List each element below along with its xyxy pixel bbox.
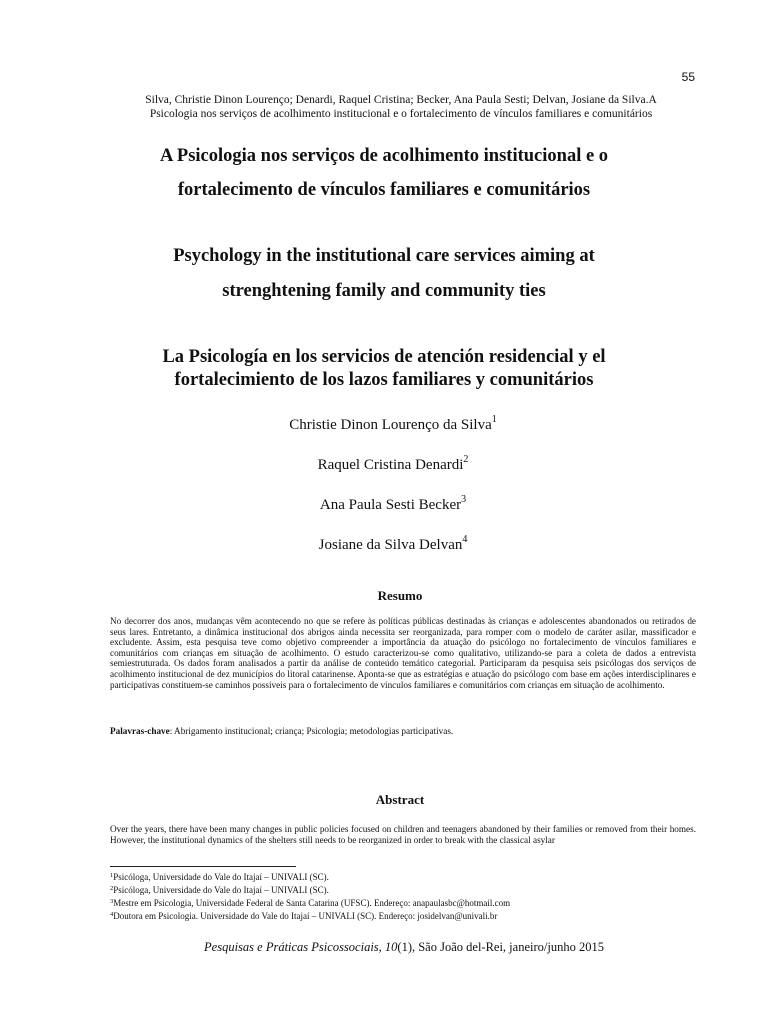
title-pt-line1: A Psicologia nos serviços de acolhimento institucional e o bbox=[159, 146, 609, 166]
footnote-text: Mestre em Psicologia, Universidade Federal de Santa Catarina (UFSC). Endereço: anapaulasbc@hotmail.com bbox=[113, 898, 511, 908]
resumo-text: No decorrer dos anos, mudanças vêm acontecendo no que se refere às políticas públicas destinadas às crianças e adolescentes abandonados ou retirados de seus lares. Entretanto, a dinâmica institucional dos abrigos ainda necessita ser reorganizada, para romper com o modelo de caráter asilar, massificador e excludente. Assim, esta pesquisa teve como objetivo compreender a importância da atuação do psicólogo no fortalecimento de vínculos familiares e comunitários com crianças em situação de acolhimento. O estudo caracterizou-se como qualitativo, utilizando-se para a coleta de dados a entrevista semiestruturada. Os dados foram analisados a partir da análise de conteúdo temático categorial. Participaram da pesquisa seis psicólogas dos serviços de acolhimento institucional de dez municípios do litoral catarinense. Aponta-se que as estratégias e atuação do psicólogo com base em ações interdisciplinares e participativas constituem-se caminhos possíveis para o fortalecimento de vínculos familiares e comunitários com crianças em situação de acolhimento. bbox=[110, 616, 696, 690]
footnote-rule bbox=[110, 866, 296, 867]
title-en-line2: strenghtening family and community ties bbox=[222, 281, 546, 301]
footnotes bbox=[110, 870, 696, 922]
author-name: Josiane da Silva Delvan bbox=[318, 537, 463, 553]
footnote-ref: 3 bbox=[110, 898, 114, 905]
footnote-ref: 1 bbox=[110, 872, 114, 879]
author-3 bbox=[0, 494, 768, 514]
author-2 bbox=[0, 454, 768, 474]
title-es-line1: La Psicología en los servicios de atención residencial y el bbox=[162, 347, 606, 367]
title-en-line1: Psychology in the institutional care services aiming at bbox=[173, 246, 595, 266]
footnote-3 bbox=[110, 896, 696, 909]
journal-footer bbox=[0, 940, 768, 955]
keywords bbox=[110, 726, 696, 737]
footnote-text: Psicóloga, Universidade do Vale do Itajaí – UNIVALI (SC). bbox=[113, 885, 329, 895]
footnote-2 bbox=[110, 883, 696, 896]
keywords-label: Palavras-chave bbox=[110, 726, 170, 736]
title-es-line2: fortalecimiento de los lazos familiares y comunitários bbox=[174, 370, 594, 390]
footnote-1 bbox=[110, 870, 696, 883]
journal-issue: (1), São João del-Rei, janeiro/junho 2015 bbox=[397, 940, 604, 954]
page-number: 55 bbox=[681, 70, 695, 84]
running-header-line: Silva, Christie Dinon Lourenço; Denardi, Raquel Cristina; Becker, Ana Paula Sesti; Delvan, Josiane da Silva.A bbox=[145, 94, 657, 106]
footnote-ref: 2 bbox=[110, 885, 114, 892]
author-footnote-ref: 3 bbox=[461, 494, 467, 505]
author-footnote-ref: 4 bbox=[462, 534, 468, 545]
keywords-list: : Abrigamento institucional; criança; Psicologia; metodologias participativas. bbox=[169, 726, 454, 736]
resumo-heading: Resumo bbox=[377, 588, 423, 603]
abstract-text: Over the years, there have been many changes in public policies focused on children and teenagers abandoned by their families or removed from their homes. However, the institutional dynamics of the shelters still needs to be reorganized in order to break with the classical asylar bbox=[110, 824, 696, 845]
author-4 bbox=[0, 534, 768, 554]
author-name: Raquel Cristina Denardi bbox=[317, 457, 464, 473]
journal-name: Pesquisas e Práticas Psicossociais, 10 bbox=[204, 940, 398, 954]
author-footnote-ref: 2 bbox=[463, 454, 469, 465]
author-name: Ana Paula Sesti Becker bbox=[319, 497, 462, 513]
footnote-ref: 4 bbox=[110, 911, 114, 918]
running-header bbox=[100, 93, 702, 121]
footnote-text: Doutora em Psicologia. Universidade do Vale do Itajaí – UNIVALI (SC). Endereço: josidelvan@univali.br bbox=[113, 911, 498, 921]
footnote-text: Psicóloga, Universidade do Vale do Itajaí – UNIVALI (SC). bbox=[113, 872, 329, 882]
author-name: Christie Dinon Lourenço da Silva bbox=[289, 417, 492, 433]
author-footnote-ref: 1 bbox=[491, 414, 497, 425]
author-1 bbox=[0, 414, 768, 434]
abstract-heading: Abstract bbox=[375, 792, 425, 807]
running-header-line: Psicologia nos serviços de acolhimento institucional e o fortalecimento de vínculos familiares e comunitários bbox=[149, 108, 653, 120]
title-pt-line2: fortalecimento de vínculos familiares e comunitários bbox=[177, 180, 591, 200]
footnote-4 bbox=[110, 909, 696, 922]
